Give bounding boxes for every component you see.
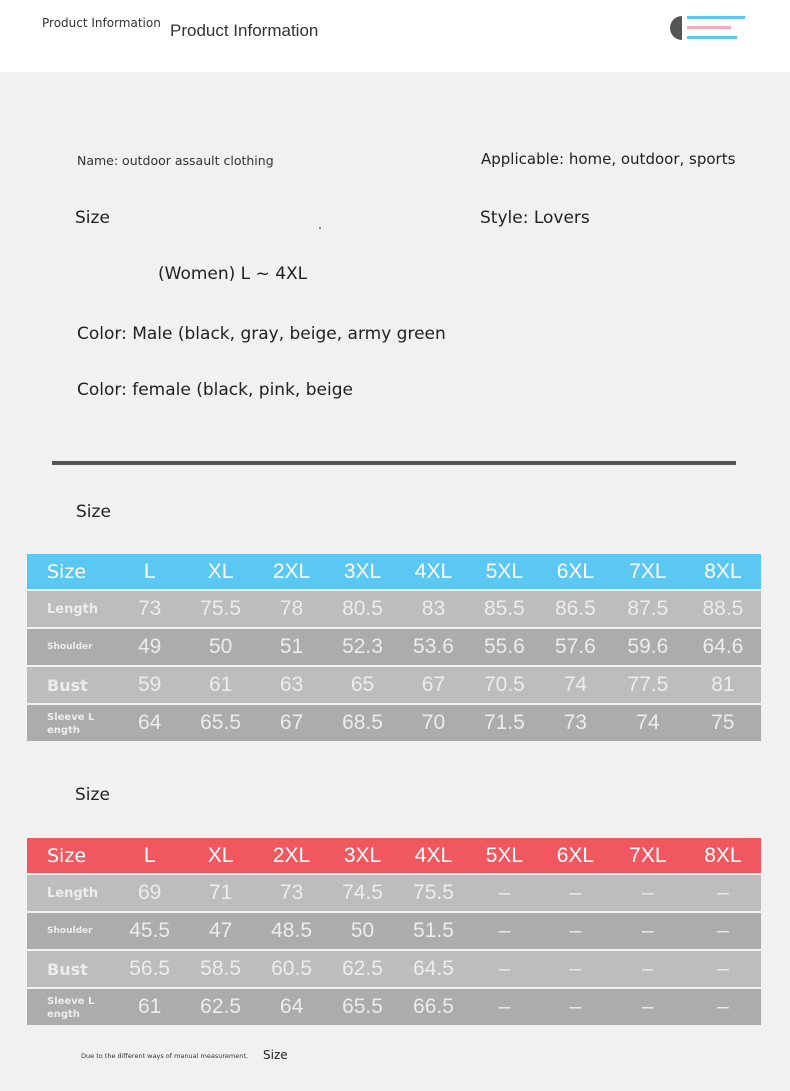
- table-cell: 71: [185, 874, 256, 912]
- table-cell: 68.5: [327, 704, 398, 742]
- table-row: [27, 988, 761, 1026]
- header-cell: XL: [185, 554, 256, 590]
- header-cell: 7XL: [611, 554, 685, 590]
- color-female: Color: female (black, pink, beige: [77, 380, 353, 400]
- table-cell: 61: [114, 988, 185, 1026]
- header-cell: 5XL: [469, 838, 540, 874]
- table-cell: 75.5: [185, 590, 256, 628]
- table-cell: 78: [256, 590, 327, 628]
- table-cell: 80.5: [327, 590, 398, 628]
- table-cell: 64.5: [398, 950, 469, 988]
- table-row: [27, 628, 761, 666]
- table-cell: 52.3: [327, 628, 398, 666]
- footnote-size: Size: [263, 1048, 288, 1062]
- row-label: Shoulder: [27, 628, 114, 666]
- table-cell: 73: [114, 590, 185, 628]
- table-cell: 53.6: [398, 628, 469, 666]
- table-cell: –: [611, 950, 685, 988]
- table-cell: 50: [327, 912, 398, 950]
- header-small-title: Product Information: [42, 16, 161, 30]
- table-row: [27, 704, 761, 742]
- header-cell: 4XL: [398, 554, 469, 590]
- table-cell: 55.6: [469, 628, 540, 666]
- table-cell: –: [540, 988, 611, 1026]
- table-cell: 74: [540, 666, 611, 704]
- size-label: Size: [75, 208, 110, 228]
- header-cell: 7XL: [611, 838, 685, 874]
- table-cell: 73: [540, 704, 611, 742]
- table-cell: 85.5: [469, 590, 540, 628]
- header-cell: Size: [27, 838, 114, 874]
- table-cell: 63: [256, 666, 327, 704]
- header-cell: 2XL: [256, 554, 327, 590]
- table-cell: 67: [398, 666, 469, 704]
- table-cell: 59.6: [611, 628, 685, 666]
- table-row: [27, 666, 761, 704]
- table-cell: 61: [185, 666, 256, 704]
- row-label: Bust: [27, 666, 114, 704]
- product-name: Name: outdoor assault clothing: [77, 153, 274, 168]
- row-label: Length: [27, 874, 114, 912]
- table-cell: 45.5: [114, 912, 185, 950]
- table-cell: 48.5: [256, 912, 327, 950]
- table-cell: 62.5: [185, 988, 256, 1026]
- table-cell: 57.6: [540, 628, 611, 666]
- table-cell: 64: [256, 988, 327, 1026]
- table-cell: 70: [398, 704, 469, 742]
- table-cell: 77.5: [611, 666, 685, 704]
- table-cell: 75.5: [398, 874, 469, 912]
- header-cell: 6XL: [540, 838, 611, 874]
- table-cell: 66.5: [398, 988, 469, 1026]
- table-cell: 71.5: [469, 704, 540, 742]
- color-male: Color: Male (black, gray, beige, army green: [77, 324, 446, 344]
- table-cell: 74.5: [327, 874, 398, 912]
- women-table-caption: Size: [75, 785, 110, 805]
- men-table-caption: Size: [76, 502, 111, 522]
- table-cell: 75: [685, 704, 761, 742]
- row-label: Sleeve L ength: [27, 704, 114, 742]
- table-cell: 58.5: [185, 950, 256, 988]
- table-header-row: [27, 838, 761, 874]
- table-cell: 59: [114, 666, 185, 704]
- table-cell: –: [469, 912, 540, 950]
- table-cell: 64: [114, 704, 185, 742]
- header-cell: Size: [27, 554, 114, 590]
- header-cell: 3XL: [327, 838, 398, 874]
- header-cell: L: [114, 554, 185, 590]
- table-cell: –: [611, 912, 685, 950]
- table-cell: 51.5: [398, 912, 469, 950]
- table-cell: 64.6: [685, 628, 761, 666]
- table-row: [27, 912, 761, 950]
- row-label: Sleeve L ength: [27, 988, 114, 1026]
- table-cell: 86.5: [540, 590, 611, 628]
- page-header: [0, 0, 790, 72]
- header-cell: 3XL: [327, 554, 398, 590]
- header-cell: XL: [185, 838, 256, 874]
- table-cell: –: [469, 988, 540, 1026]
- header-cell: 4XL: [398, 838, 469, 874]
- women-size-table: [27, 838, 761, 1027]
- header-cell: 6XL: [540, 554, 611, 590]
- header-cell: 5XL: [469, 554, 540, 590]
- table-cell: 49: [114, 628, 185, 666]
- table-cell: –: [540, 950, 611, 988]
- table-cell: 51: [256, 628, 327, 666]
- table-cell: 62.5: [327, 950, 398, 988]
- table-cell: 88.5: [685, 590, 761, 628]
- table-cell: 70.5: [469, 666, 540, 704]
- table-cell: 60.5: [256, 950, 327, 988]
- row-label: Shoulder: [27, 912, 114, 950]
- table-cell: 65: [327, 666, 398, 704]
- header-cell: 8XL: [685, 838, 761, 874]
- header-cell: 2XL: [256, 838, 327, 874]
- table-cell: 81: [685, 666, 761, 704]
- women-size-range: (Women) L ~ 4XL: [158, 264, 308, 284]
- table-cell: 83: [398, 590, 469, 628]
- table-row: [27, 950, 761, 988]
- header-title: Product Information: [170, 21, 319, 40]
- table-cell: –: [540, 874, 611, 912]
- section-divider: [52, 461, 736, 465]
- table-cell: 65.5: [327, 988, 398, 1026]
- table-cell: –: [685, 912, 761, 950]
- table-cell: 65.5: [185, 704, 256, 742]
- table-cell: 67: [256, 704, 327, 742]
- table-cell: 74: [611, 704, 685, 742]
- men-size-table: [27, 554, 761, 743]
- measurement-footnote: Due to the different ways of manual measurement,: [81, 1052, 248, 1060]
- header-cell: L: [114, 838, 185, 874]
- table-cell: –: [685, 874, 761, 912]
- table-cell: 87.5: [611, 590, 685, 628]
- table-cell: –: [611, 988, 685, 1026]
- applicable-text: Applicable: home, outdoor, sports: [481, 150, 736, 168]
- stray-dot: [319, 227, 321, 229]
- table-cell: –: [685, 988, 761, 1026]
- row-label: Length: [27, 590, 114, 628]
- style-text: Style: Lovers: [480, 208, 590, 228]
- table-row: [27, 590, 761, 628]
- table-cell: 73: [256, 874, 327, 912]
- brand-logo-icon: [670, 14, 750, 42]
- table-header-row: [27, 554, 761, 590]
- table-cell: –: [540, 912, 611, 950]
- table-row: [27, 874, 761, 912]
- table-cell: 50: [185, 628, 256, 666]
- table-cell: –: [685, 950, 761, 988]
- table-cell: –: [469, 950, 540, 988]
- table-cell: –: [469, 874, 540, 912]
- header-cell: 8XL: [685, 554, 761, 590]
- table-cell: 47: [185, 912, 256, 950]
- table-cell: –: [611, 874, 685, 912]
- table-cell: 69: [114, 874, 185, 912]
- row-label: Bust: [27, 950, 114, 988]
- table-cell: 56.5: [114, 950, 185, 988]
